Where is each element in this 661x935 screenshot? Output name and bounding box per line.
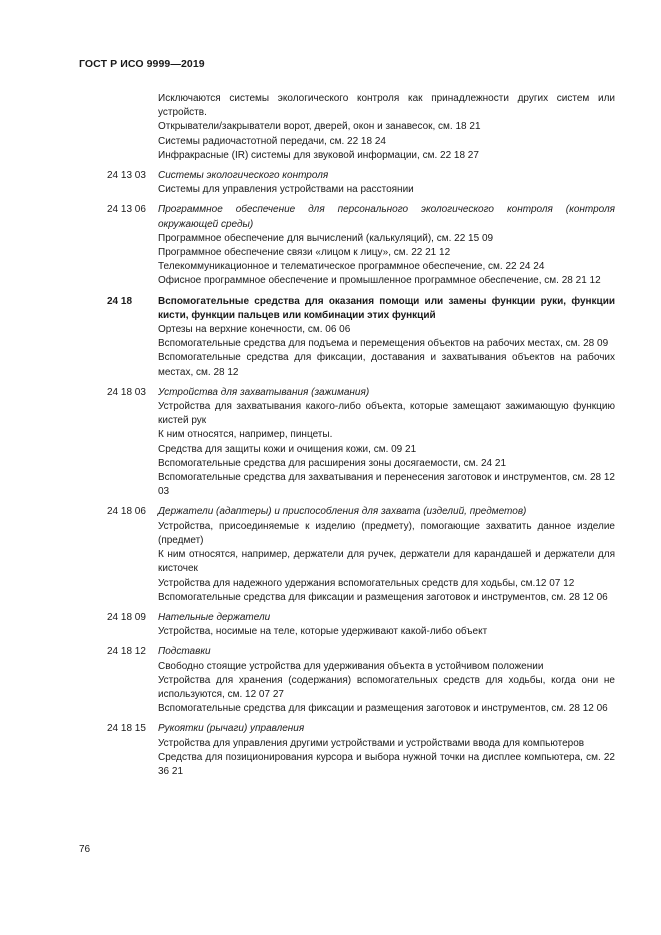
page-number: 76: [79, 844, 91, 855]
entry-text: [158, 295, 615, 380]
entry-text: [158, 645, 615, 716]
entry-line: Устройства для управления другими устройствами и устройствами ввода для компьютеров: [158, 737, 585, 749]
entry-line: Системы радиочастотной передачи, см. 22 18 24: [158, 135, 386, 147]
entry-line: К ним относятся, например, пинцеты.: [158, 429, 333, 441]
entry-line: Вспомогательные средства для фиксации, доставания и захватывания объектов на рабочих местах, см. 28 12: [158, 352, 615, 378]
entry-text: [158, 203, 615, 288]
classification-code: 24 18 03: [107, 386, 146, 398]
entry-line: Устройства для надежного удержания вспомогательных средств для ходьбы, см.12 07 12: [158, 577, 575, 589]
entry-title: Рукоятки (рычаги) управления: [158, 723, 305, 735]
entry-text: [158, 169, 615, 197]
entry-line: Средства для защиты кожи и очищения кожи, см. 09 21: [158, 443, 417, 455]
entry-text: [158, 611, 615, 639]
entry-text: [158, 722, 615, 779]
entry-line: Ортезы на верхние конечности, см. 06 06: [158, 324, 351, 336]
entry-line: Средства для позиционирования курсора и выбора нужной точки на дисплее компьютера, см. 22 36 21: [158, 751, 615, 777]
entry-line: К ним относятся, например, держатели для ручек, держатели для карандашей и держатели для кисточек: [158, 549, 615, 575]
classification-code: 24 18 15: [107, 723, 146, 735]
classification-code: 24 18: [107, 295, 133, 307]
entry-text: [158, 92, 615, 163]
entry-line: Вспомогательные средства для расширения зоны досягаемости, см. 24 21: [158, 457, 507, 469]
entry-text: [158, 505, 615, 604]
entry-line: Телекоммуникационное и телематическое программное обеспечение, см. 22 24 24: [158, 261, 545, 273]
entry-line: Устройства для захватывания какого-либо объекта, которые замещают зажимающую функцию кистей рук: [158, 401, 615, 427]
classification-entry: [0, 645, 661, 716]
entry-line: Устройства, носимые на теле, которые удерживают какой-либо объект: [158, 626, 488, 638]
classification-entry: [0, 611, 661, 639]
entry-title: Программное обеспечение для персонального экологического контроля (контроля окружающей среды): [158, 204, 615, 230]
classification-code: 24 13 06: [107, 204, 146, 216]
document-header: ГОСТ Р ИСО 9999—2019: [79, 58, 205, 70]
classification-code: 24 18 09: [107, 611, 146, 623]
entry-title: Нательные держатели: [158, 611, 271, 623]
entry-line: Свободно стоящие устройства для удерживания объекта в устойчивом положении: [158, 660, 544, 672]
entry-line: Программное обеспечение для вычислений (калькуляций), см. 22 15 09: [158, 232, 494, 244]
entry-line: Устройства, присоединяемые к изделию (предмету), помогающие захватить данное изделие (предмет): [158, 520, 615, 546]
entry-line: Вспомогательные средства для фиксации и размещения заготовок и инструментов, см. 28 12 06: [158, 703, 608, 715]
entry-line: Программное обеспечение связи «лицом к лицу», см. 22 21 12: [158, 247, 451, 259]
classification-entry: [0, 169, 661, 197]
classification-code: 24 18 12: [107, 646, 146, 658]
entry-line: Исключаются системы экологического контроля как принадлежности других систем или устройств.: [158, 93, 615, 119]
entry-title: Подставки: [158, 646, 211, 658]
entry-line: Системы для управления устройствами на расстоянии: [158, 184, 414, 196]
entry-line: Вспомогательные средства для захватывания и перенесения заготовок и инструментов, см. 28 12 03: [158, 472, 615, 498]
entry-line: Офисное программное обеспечение и промышленное программное обеспечение, см. 28 21 12: [158, 275, 601, 287]
classification-entry: [0, 722, 661, 779]
entry-line: Устройства для хранения (содержания) вспомогательных средств для ходьбы, когда они не используются, см. 12 07 27: [158, 674, 615, 700]
classification-code: 24 18 06: [107, 506, 146, 518]
entry-line: Открыватели/закрыватели ворот, дверей, окон и занавесок, см. 18 21: [158, 121, 481, 133]
document-body: [0, 92, 661, 785]
classification-code: 24 13 03: [107, 170, 146, 182]
classification-entry: [0, 505, 661, 604]
entry-title: Вспомогательные средства для оказания помощи или замены функции руки, функции кисти, функции пальцев или комбинации этих функций: [158, 295, 615, 321]
classification-entry: [0, 203, 661, 288]
entry-line: Инфракрасные (IR) системы для звуковой информации, см. 22 18 27: [158, 149, 479, 161]
entry-title: Устройства для захватывания (зажимания): [158, 386, 370, 398]
entry-line: Вспомогательные средства для фиксации и размещения заготовок и инструментов, см. 28 12 06: [158, 591, 608, 603]
entry-text: [158, 386, 615, 500]
classification-entry: [0, 92, 661, 163]
entry-line: Вспомогательные средства для подъема и перемещения объектов на рабочих местах, см. 28 09: [158, 338, 609, 350]
classification-entry: [0, 295, 661, 380]
entry-title: Держатели (адаптеры) и приспособления для захвата (изделий, предметов): [158, 506, 527, 518]
entry-title: Системы экологического контроля: [158, 170, 329, 182]
classification-entry: [0, 386, 661, 500]
